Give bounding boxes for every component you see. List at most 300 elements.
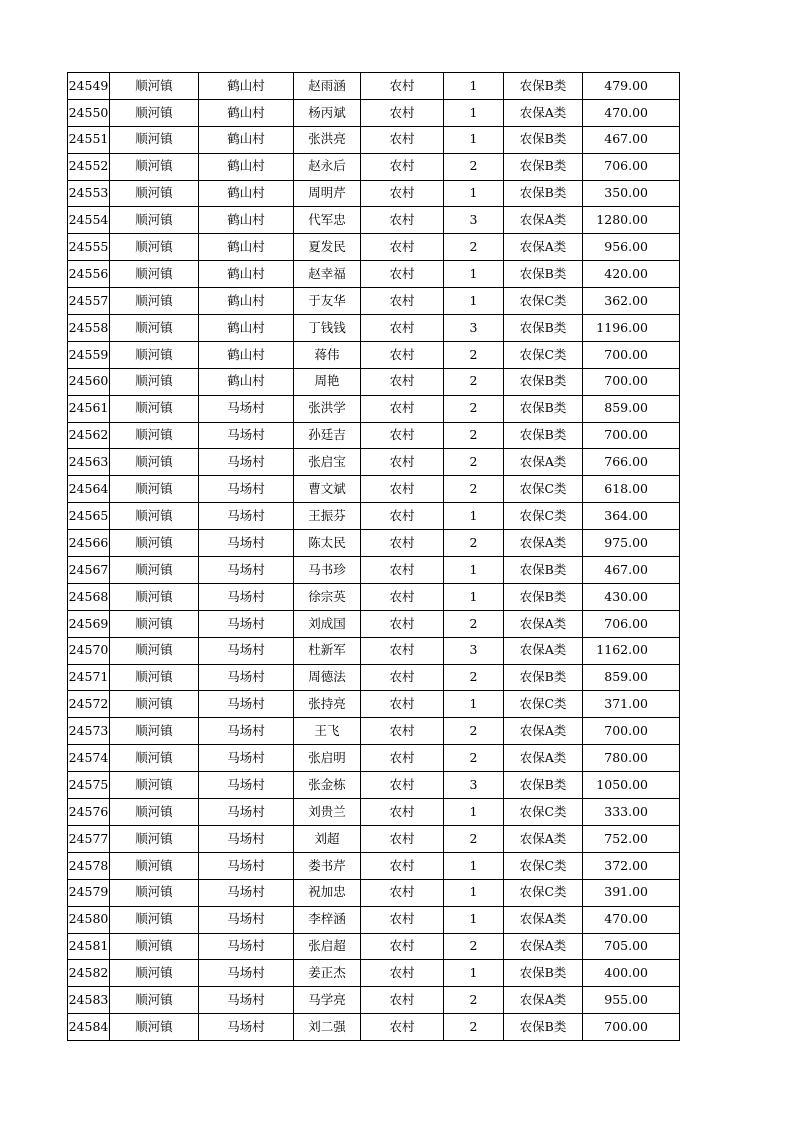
town-cell: 顺河镇 [110,180,199,207]
table-row [68,933,680,960]
record-id-cell: 24566 [68,530,110,557]
insurance-class-cell: 农保A类 [504,234,583,261]
area-type-cell: 农村 [361,557,444,584]
town-cell: 顺河镇 [110,637,199,664]
village-cell: 马场村 [199,960,294,987]
record-id-cell: 24558 [68,315,110,342]
table-row [68,799,680,826]
amount-cell: 479.00 [583,73,680,100]
insurance-class-cell: 农保B类 [504,583,583,610]
table-row [68,341,680,368]
insurance-class-cell: 农保C类 [504,476,583,503]
table-row [68,610,680,637]
area-type-cell: 农村 [361,207,444,234]
village-cell: 鹤山村 [199,99,294,126]
area-type-cell: 农村 [361,583,444,610]
amount-cell: 470.00 [583,906,680,933]
area-type-cell: 农村 [361,799,444,826]
insurance-class-cell: 农保A类 [504,99,583,126]
village-cell: 鹤山村 [199,126,294,153]
village-cell: 鹤山村 [199,207,294,234]
village-cell: 马场村 [199,852,294,879]
name-cell: 张启超 [294,933,361,960]
record-id-cell: 24561 [68,395,110,422]
name-cell: 李梓涵 [294,906,361,933]
name-cell: 马学亮 [294,987,361,1014]
town-cell: 顺河镇 [110,449,199,476]
insurance-class-cell: 农保A类 [504,449,583,476]
household-count-cell: 1 [444,261,504,288]
name-cell: 周德法 [294,664,361,691]
record-id-cell: 24560 [68,368,110,395]
town-cell: 顺河镇 [110,557,199,584]
record-id-cell: 24575 [68,772,110,799]
amount-cell: 350.00 [583,180,680,207]
amount-cell: 700.00 [583,1014,680,1041]
household-count-cell: 2 [444,422,504,449]
records-table-body [68,73,680,1041]
area-type-cell: 农村 [361,476,444,503]
name-cell: 张金栋 [294,772,361,799]
table-row [68,368,680,395]
village-cell: 马场村 [199,449,294,476]
amount-cell: 955.00 [583,987,680,1014]
records-table [67,72,680,1041]
table-row [68,718,680,745]
amount-cell: 700.00 [583,422,680,449]
village-cell: 马场村 [199,476,294,503]
name-cell: 祝加忠 [294,879,361,906]
town-cell: 顺河镇 [110,153,199,180]
amount-cell: 362.00 [583,288,680,315]
town-cell: 顺河镇 [110,234,199,261]
village-cell: 马场村 [199,933,294,960]
insurance-class-cell: 农保A类 [504,933,583,960]
household-count-cell: 1 [444,583,504,610]
record-id-cell: 24577 [68,825,110,852]
table-row [68,422,680,449]
town-cell: 顺河镇 [110,664,199,691]
insurance-class-cell: 农保B类 [504,261,583,288]
area-type-cell: 农村 [361,664,444,691]
village-cell: 马场村 [199,530,294,557]
area-type-cell: 农村 [361,315,444,342]
insurance-class-cell: 农保A类 [504,610,583,637]
name-cell: 张洪亮 [294,126,361,153]
insurance-class-cell: 农保C类 [504,503,583,530]
amount-cell: 430.00 [583,583,680,610]
amount-cell: 420.00 [583,261,680,288]
insurance-class-cell: 农保B类 [504,960,583,987]
household-count-cell: 1 [444,503,504,530]
amount-cell: 700.00 [583,718,680,745]
area-type-cell: 农村 [361,530,444,557]
village-cell: 马场村 [199,664,294,691]
village-cell: 马场村 [199,557,294,584]
household-count-cell: 3 [444,772,504,799]
village-cell: 马场村 [199,799,294,826]
insurance-class-cell: 农保A类 [504,530,583,557]
household-count-cell: 1 [444,906,504,933]
insurance-class-cell: 农保B类 [504,73,583,100]
record-id-cell: 24564 [68,476,110,503]
table-row [68,906,680,933]
record-id-cell: 24557 [68,288,110,315]
household-count-cell: 1 [444,180,504,207]
table-row [68,395,680,422]
record-id-cell: 24582 [68,960,110,987]
name-cell: 马书珍 [294,557,361,584]
village-cell: 马场村 [199,637,294,664]
household-count-cell: 1 [444,960,504,987]
town-cell: 顺河镇 [110,825,199,852]
name-cell: 张启明 [294,745,361,772]
village-cell: 马场村 [199,610,294,637]
name-cell: 王振芬 [294,503,361,530]
household-count-cell: 2 [444,933,504,960]
insurance-class-cell: 农保B类 [504,664,583,691]
household-count-cell: 1 [444,852,504,879]
village-cell: 马场村 [199,879,294,906]
village-cell: 鹤山村 [199,73,294,100]
town-cell: 顺河镇 [110,718,199,745]
town-cell: 顺河镇 [110,879,199,906]
town-cell: 顺河镇 [110,610,199,637]
household-count-cell: 3 [444,637,504,664]
household-count-cell: 1 [444,557,504,584]
table-row [68,73,680,100]
household-count-cell: 2 [444,664,504,691]
town-cell: 顺河镇 [110,395,199,422]
area-type-cell: 农村 [361,503,444,530]
insurance-class-cell: 农保C类 [504,288,583,315]
table-row [68,960,680,987]
amount-cell: 467.00 [583,126,680,153]
amount-cell: 700.00 [583,368,680,395]
town-cell: 顺河镇 [110,933,199,960]
household-count-cell: 2 [444,449,504,476]
area-type-cell: 农村 [361,718,444,745]
village-cell: 鹤山村 [199,341,294,368]
name-cell: 张启宝 [294,449,361,476]
village-cell: 马场村 [199,825,294,852]
area-type-cell: 农村 [361,933,444,960]
insurance-class-cell: 农保C类 [504,879,583,906]
village-cell: 鹤山村 [199,180,294,207]
household-count-cell: 2 [444,610,504,637]
amount-cell: 1162.00 [583,637,680,664]
record-id-cell: 24553 [68,180,110,207]
name-cell: 曹文斌 [294,476,361,503]
town-cell: 顺河镇 [110,476,199,503]
table-row [68,288,680,315]
household-count-cell: 2 [444,476,504,503]
table-row [68,583,680,610]
area-type-cell: 农村 [361,960,444,987]
town-cell: 顺河镇 [110,960,199,987]
village-cell: 马场村 [199,772,294,799]
insurance-class-cell: 农保A类 [504,718,583,745]
area-type-cell: 农村 [361,745,444,772]
village-cell: 马场村 [199,503,294,530]
household-count-cell: 2 [444,368,504,395]
name-cell: 张持亮 [294,691,361,718]
amount-cell: 706.00 [583,153,680,180]
insurance-class-cell: 农保B类 [504,368,583,395]
insurance-class-cell: 农保B类 [504,772,583,799]
table-row [68,772,680,799]
amount-cell: 859.00 [583,664,680,691]
household-count-cell: 1 [444,126,504,153]
area-type-cell: 农村 [361,449,444,476]
name-cell: 杨丙斌 [294,99,361,126]
record-id-cell: 24556 [68,261,110,288]
town-cell: 顺河镇 [110,799,199,826]
area-type-cell: 农村 [361,126,444,153]
name-cell: 刘超 [294,825,361,852]
town-cell: 顺河镇 [110,99,199,126]
town-cell: 顺河镇 [110,691,199,718]
area-type-cell: 农村 [361,825,444,852]
household-count-cell: 2 [444,395,504,422]
name-cell: 蒋伟 [294,341,361,368]
town-cell: 顺河镇 [110,745,199,772]
record-id-cell: 24583 [68,987,110,1014]
household-count-cell: 1 [444,73,504,100]
table-row [68,745,680,772]
town-cell: 顺河镇 [110,503,199,530]
village-cell: 马场村 [199,395,294,422]
table-row [68,987,680,1014]
amount-cell: 364.00 [583,503,680,530]
area-type-cell: 农村 [361,852,444,879]
record-id-cell: 24568 [68,583,110,610]
town-cell: 顺河镇 [110,530,199,557]
area-type-cell: 农村 [361,610,444,637]
town-cell: 顺河镇 [110,852,199,879]
village-cell: 马场村 [199,987,294,1014]
name-cell: 于友华 [294,288,361,315]
town-cell: 顺河镇 [110,73,199,100]
record-id-cell: 24559 [68,341,110,368]
amount-cell: 1280.00 [583,207,680,234]
town-cell: 顺河镇 [110,906,199,933]
insurance-class-cell: 农保A类 [504,906,583,933]
table-row [68,261,680,288]
area-type-cell: 农村 [361,395,444,422]
village-cell: 马场村 [199,718,294,745]
area-type-cell: 农村 [361,341,444,368]
table-row [68,476,680,503]
table-row [68,691,680,718]
area-type-cell: 农村 [361,153,444,180]
amount-cell: 371.00 [583,691,680,718]
table-row [68,207,680,234]
table-row [68,879,680,906]
amount-cell: 700.00 [583,341,680,368]
area-type-cell: 农村 [361,906,444,933]
household-count-cell: 1 [444,99,504,126]
area-type-cell: 农村 [361,288,444,315]
village-cell: 马场村 [199,583,294,610]
village-cell: 鹤山村 [199,288,294,315]
name-cell: 刘成国 [294,610,361,637]
amount-cell: 975.00 [583,530,680,557]
amount-cell: 780.00 [583,745,680,772]
name-cell: 周艳 [294,368,361,395]
town-cell: 顺河镇 [110,368,199,395]
name-cell: 娄书芹 [294,852,361,879]
area-type-cell: 农村 [361,637,444,664]
area-type-cell: 农村 [361,772,444,799]
name-cell: 陈太民 [294,530,361,557]
town-cell: 顺河镇 [110,207,199,234]
record-id-cell: 24581 [68,933,110,960]
insurance-class-cell: 农保B类 [504,395,583,422]
village-cell: 鹤山村 [199,368,294,395]
town-cell: 顺河镇 [110,1014,199,1041]
insurance-class-cell: 农保C类 [504,691,583,718]
village-cell: 鹤山村 [199,315,294,342]
amount-cell: 705.00 [583,933,680,960]
record-id-cell: 24552 [68,153,110,180]
insurance-class-cell: 农保A类 [504,745,583,772]
area-type-cell: 农村 [361,691,444,718]
town-cell: 顺河镇 [110,126,199,153]
area-type-cell: 农村 [361,180,444,207]
area-type-cell: 农村 [361,99,444,126]
insurance-class-cell: 农保A类 [504,825,583,852]
household-count-cell: 2 [444,718,504,745]
household-count-cell: 2 [444,987,504,1014]
record-id-cell: 24549 [68,73,110,100]
insurance-class-cell: 农保C类 [504,799,583,826]
insurance-class-cell: 农保B类 [504,1014,583,1041]
insurance-class-cell: 农保B类 [504,180,583,207]
record-id-cell: 24580 [68,906,110,933]
amount-cell: 859.00 [583,395,680,422]
amount-cell: 618.00 [583,476,680,503]
village-cell: 鹤山村 [199,234,294,261]
record-id-cell: 24569 [68,610,110,637]
name-cell: 代军忠 [294,207,361,234]
name-cell: 夏发民 [294,234,361,261]
household-count-cell: 2 [444,341,504,368]
table-row [68,234,680,261]
village-cell: 鹤山村 [199,153,294,180]
village-cell: 马场村 [199,906,294,933]
amount-cell: 1050.00 [583,772,680,799]
amount-cell: 766.00 [583,449,680,476]
household-count-cell: 1 [444,288,504,315]
insurance-class-cell: 农保B类 [504,315,583,342]
record-id-cell: 24567 [68,557,110,584]
insurance-class-cell: 农保A类 [504,207,583,234]
amount-cell: 400.00 [583,960,680,987]
village-cell: 马场村 [199,691,294,718]
amount-cell: 470.00 [583,99,680,126]
name-cell: 刘二强 [294,1014,361,1041]
household-count-cell: 2 [444,825,504,852]
name-cell: 赵幸福 [294,261,361,288]
household-count-cell: 2 [444,234,504,261]
insurance-class-cell: 农保B类 [504,126,583,153]
table-row [68,664,680,691]
town-cell: 顺河镇 [110,288,199,315]
village-cell: 马场村 [199,422,294,449]
name-cell: 张洪学 [294,395,361,422]
table-row [68,126,680,153]
town-cell: 顺河镇 [110,583,199,610]
record-id-cell: 24584 [68,1014,110,1041]
household-count-cell: 2 [444,530,504,557]
name-cell: 杜新军 [294,637,361,664]
record-id-cell: 24574 [68,745,110,772]
table-row [68,99,680,126]
town-cell: 顺河镇 [110,987,199,1014]
record-id-cell: 24565 [68,503,110,530]
amount-cell: 467.00 [583,557,680,584]
household-count-cell: 2 [444,745,504,772]
town-cell: 顺河镇 [110,422,199,449]
area-type-cell: 农村 [361,261,444,288]
area-type-cell: 农村 [361,234,444,261]
household-count-cell: 3 [444,315,504,342]
name-cell: 赵雨涵 [294,73,361,100]
area-type-cell: 农村 [361,73,444,100]
village-cell: 马场村 [199,745,294,772]
record-id-cell: 24576 [68,799,110,826]
record-id-cell: 24551 [68,126,110,153]
table-row [68,637,680,664]
record-id-cell: 24571 [68,664,110,691]
insurance-class-cell: 农保B类 [504,153,583,180]
household-count-cell: 1 [444,879,504,906]
household-count-cell: 1 [444,799,504,826]
insurance-class-cell: 农保A类 [504,637,583,664]
record-id-cell: 24550 [68,99,110,126]
area-type-cell: 农村 [361,422,444,449]
amount-cell: 333.00 [583,799,680,826]
record-id-cell: 24570 [68,637,110,664]
village-cell: 马场村 [199,1014,294,1041]
table-row [68,530,680,557]
name-cell: 徐宗英 [294,583,361,610]
household-count-cell: 1 [444,691,504,718]
insurance-class-cell: 农保C类 [504,341,583,368]
table-row [68,503,680,530]
area-type-cell: 农村 [361,368,444,395]
amount-cell: 391.00 [583,879,680,906]
table-row [68,825,680,852]
name-cell: 姜正杰 [294,960,361,987]
household-count-cell: 2 [444,1014,504,1041]
insurance-class-cell: 农保B类 [504,557,583,584]
table-row [68,315,680,342]
table-row [68,1014,680,1041]
name-cell: 王飞 [294,718,361,745]
name-cell: 孙廷吉 [294,422,361,449]
name-cell: 赵永后 [294,153,361,180]
table-row [68,153,680,180]
area-type-cell: 农村 [361,1014,444,1041]
household-count-cell: 2 [444,153,504,180]
table-row [68,852,680,879]
name-cell: 刘贵兰 [294,799,361,826]
record-id-cell: 24562 [68,422,110,449]
area-type-cell: 农村 [361,987,444,1014]
record-id-cell: 24555 [68,234,110,261]
